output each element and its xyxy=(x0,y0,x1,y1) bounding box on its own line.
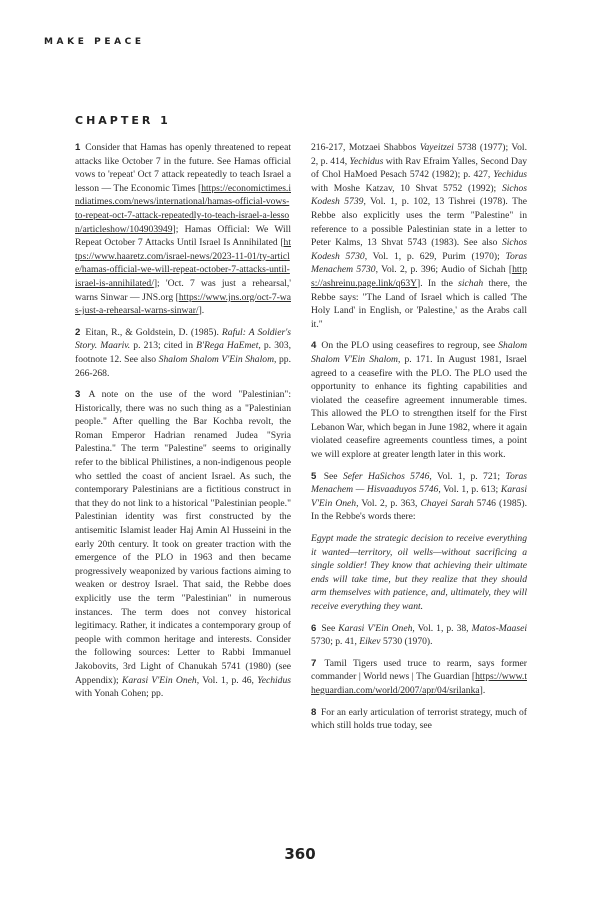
endnote-text: ]; 'Oct. 7 was just a rehearsal,' warns Sinwar — JNS.org [ xyxy=(75,277,291,303)
endnote-text: Egypt made the strategic decision to receive everything it wanted—territory, oil wells—without sacrificing a single soldier! They know that achieving their ultimate ends will take time, but they realize that they should arm themselves with patience, and, ultimately, they will receive everything they want. xyxy=(311,533,527,612)
endnote-number: 3 xyxy=(75,389,81,401)
endnote-text: , Vol. 1, p. 721; xyxy=(429,470,506,482)
citation-link[interactable]: https://economictimes.indiatimes.com/news/international/hamas-official-vows-to-repeat-oct-7-attack-repeatedly-to-teach-israel-a-lesson/articleshow/104903949 xyxy=(75,182,291,235)
page-number: 360 xyxy=(284,845,316,863)
citation-link[interactable]: https://ashreinu.page.link/q63Y xyxy=(311,264,527,289)
endnote-text: 5730; p. 41, xyxy=(311,636,360,648)
endnote-text: For an early articulation of terrorist strategy, much of which still holds true today, see xyxy=(311,706,527,732)
italic-title: B'Rega HaEmet xyxy=(196,340,259,352)
endnote xyxy=(311,706,527,733)
italic-title: Chayei Sarah xyxy=(420,497,474,509)
endnote-text: On the PLO using ceasefires to regroup, see xyxy=(318,340,499,352)
endnote-number: 8 xyxy=(311,706,317,718)
citation-link[interactable]: https://www.theguardian.com/world/2007/apr/04/srilanka xyxy=(311,671,527,696)
endnote-text: , Vol. 1, p. 629, Purim (1970); xyxy=(364,250,506,262)
endnote-text: , p. 303, footnote 12. See also xyxy=(75,340,291,365)
italic-title: Toras Menachem — Hisvaaduyos 5746 xyxy=(311,470,527,496)
chapter-heading: CHAPTER 1 xyxy=(75,114,171,127)
endnote xyxy=(311,622,527,649)
endnote-text: 216-217, Motzaei Shabbos xyxy=(311,142,420,153)
endnote xyxy=(311,339,527,461)
endnote xyxy=(311,141,527,331)
endnote-text: , pp. 266-268. xyxy=(75,353,291,379)
endnote-text: 5746 (1985). In the Rebbe's words there: xyxy=(311,497,527,523)
endnote-text: See xyxy=(318,470,343,482)
citation-link[interactable]: https://www.haaretz.com/israel-news/2023-11-01/ty-article/hamas-official-we-will-repeat-october-7-attacks-until-israel-is-annihilated/ xyxy=(75,237,291,289)
endnote xyxy=(75,326,291,380)
endnote xyxy=(311,657,527,698)
italic-title: Shalom Shalom V'Ein Shalom xyxy=(158,353,274,365)
endnote-text: A note on the use of the word "Palestinian": Historically, there was no such thing as a "Palestinian people." After quelling the Bar Kochba revolt, the Roman Emperor Hadrian renamed Judea "Syria Palestina." The term "Palestine" seems to originally refer to the biblical Philistines, a non-indigenous people who settled the coast of ancient Israel. As such, the contemporary Palestinians are a fictitious construct in that they do not link to a historical "Palestinian people." Palestinian identity was first constructed by the antisemitic Islamist leader Haj Amin Al Husseini in the early 20th century. It took on greater traction with the emergence of the PLO in 1963 and then became progressively weaponized by various factions aiming to weaken or destroy Israel. That said, the Rebbe does explicitly use the term "Palestinian" in numerous instances. The term does not convey historical legitimacy. Rather, it indicates a contemporary group of people with common heritage and interests. Consider the following sources: Letter to Rabbi Immanuel Jakobovits, 3rd Light of Chanukah 5741 (1980) (see Appendix); xyxy=(75,389,291,686)
italic-title: Toras Menachem 5730 xyxy=(311,250,527,276)
italic-title: Karasi V'Ein Oneh xyxy=(311,484,527,509)
italic-title: Yechidus xyxy=(493,169,527,181)
endnote-text: with Rav Efraim Yalles, Second Day of Chol HaMoed Pesach 5742 (1982); p. 427, xyxy=(311,155,527,181)
endnote-text: , Vol. 2, p. 396; Audio of Sichah [ xyxy=(375,264,513,276)
italic-title: Karasi V'Ein Oneh xyxy=(338,622,413,634)
italic-title: Matos-Maasei xyxy=(471,622,527,634)
endnote-number: 6 xyxy=(311,622,317,634)
endnote-text: ]. xyxy=(479,684,486,696)
italic-title: Raful: A Soldier's Story. Maariv. xyxy=(75,326,291,352)
endnote-text: with Moshe Katzav, 10 Shvat 5752 (1992); xyxy=(311,182,502,194)
endnote-text: ]; Hamas Official: We Will Repeat October 7 Attacks Until Israel Is Annihilated [ xyxy=(75,223,291,249)
endnote-text: , Vol. 1, p. 102, 13 Tishrei (1978). The Rebbe also explicitly uses the term "Palestine" in reference to a possible Palestinian state in a letter to Peter Kalms, 13 Shvat 5743 (1983). See also xyxy=(311,196,528,249)
endnote xyxy=(311,470,527,524)
italic-title: Sichos Kodesh 5730 xyxy=(311,237,527,262)
endnote-text: , Vol. 2, p. 363, xyxy=(356,497,421,509)
italic-title: Yechidus xyxy=(257,674,291,686)
endnote-text: , Vol. 1, p. 46, xyxy=(196,674,258,686)
endnote-text: , Vol. 1, p. 613; xyxy=(438,484,501,496)
italic-title: Karasi V'Ein Oneh xyxy=(121,674,197,686)
block-quote xyxy=(311,532,527,614)
endnote-text: 5730 (1970). xyxy=(380,636,433,648)
italic-title: Yechidus xyxy=(349,155,384,167)
citation-link[interactable]: https://www.jns.org/oct-7-was-just-a-rehearsal-warns-sinwar/ xyxy=(75,291,291,317)
endnote-number: 1 xyxy=(75,142,81,153)
endnote-number: 5 xyxy=(311,470,317,482)
endnote-number: 4 xyxy=(311,340,317,352)
italic-title: sichah xyxy=(458,277,484,289)
italic-title: Sefer HaSichos 5746 xyxy=(342,470,430,482)
endnote-text: ]. In the xyxy=(417,277,459,289)
endnote-text: See xyxy=(318,622,339,634)
italic-title: Sichos Kodesh 5739 xyxy=(311,182,527,208)
italic-title: Vayeitzei xyxy=(419,142,454,153)
endnote-text: Eitan, R., & Goldstein, D. (1985). xyxy=(82,326,222,338)
italic-title: Shalom Shalom V'Ein Shalom xyxy=(311,340,527,365)
endnote-text: there, the Rebbe says: "The Land of Israel which is called 'The Holy Land' in English, or 'Palestine,' as the Arabs call it." xyxy=(311,277,527,330)
endnote-text: Consider that Hamas has openly threatened to repeat attacks like October 7 in the future. See Hamas official vows to 'repeat' Oct 7 attack repeatedly to teach Israel a lesson — The Economic Times [ xyxy=(75,142,291,194)
endnote-number: 2 xyxy=(75,326,81,338)
endnote-text: , Vol. 1, p. 38, xyxy=(412,622,472,634)
endnote-text: p. 213; cited in xyxy=(130,340,197,352)
endnote xyxy=(75,388,291,701)
endnote-text: , p. 171. In August 1981, Israel agreed to a ceasefire with the PLO. The PLO used the opportunity to enhance its fighting capabilities and violated the ceasefire agreement innumerable times. This allowed the PLO to strengthen itself for the First Lebanon War, which began in June 1982, where it again violated ceasefire agreements countless times, a point we will explore at greater length later in this work. xyxy=(311,353,527,461)
endnote-text: ]. xyxy=(198,305,205,317)
endnote-number: 7 xyxy=(311,657,317,669)
endnote-text: Tamil Tigers used truce to rearm, says former commander | World news | The Guardian [ xyxy=(311,657,527,683)
endnote-text: with Yonah Cohen; pp. xyxy=(75,688,164,700)
endnotes-right-column xyxy=(311,141,527,741)
running-header: MAKE PEACE xyxy=(44,37,145,47)
endnote xyxy=(75,141,291,318)
endnotes-left-column xyxy=(75,141,291,709)
endnote-text: 5738 (1977); Vol. 2, p. 414, xyxy=(311,142,527,167)
italic-title: Eikev xyxy=(359,636,381,648)
